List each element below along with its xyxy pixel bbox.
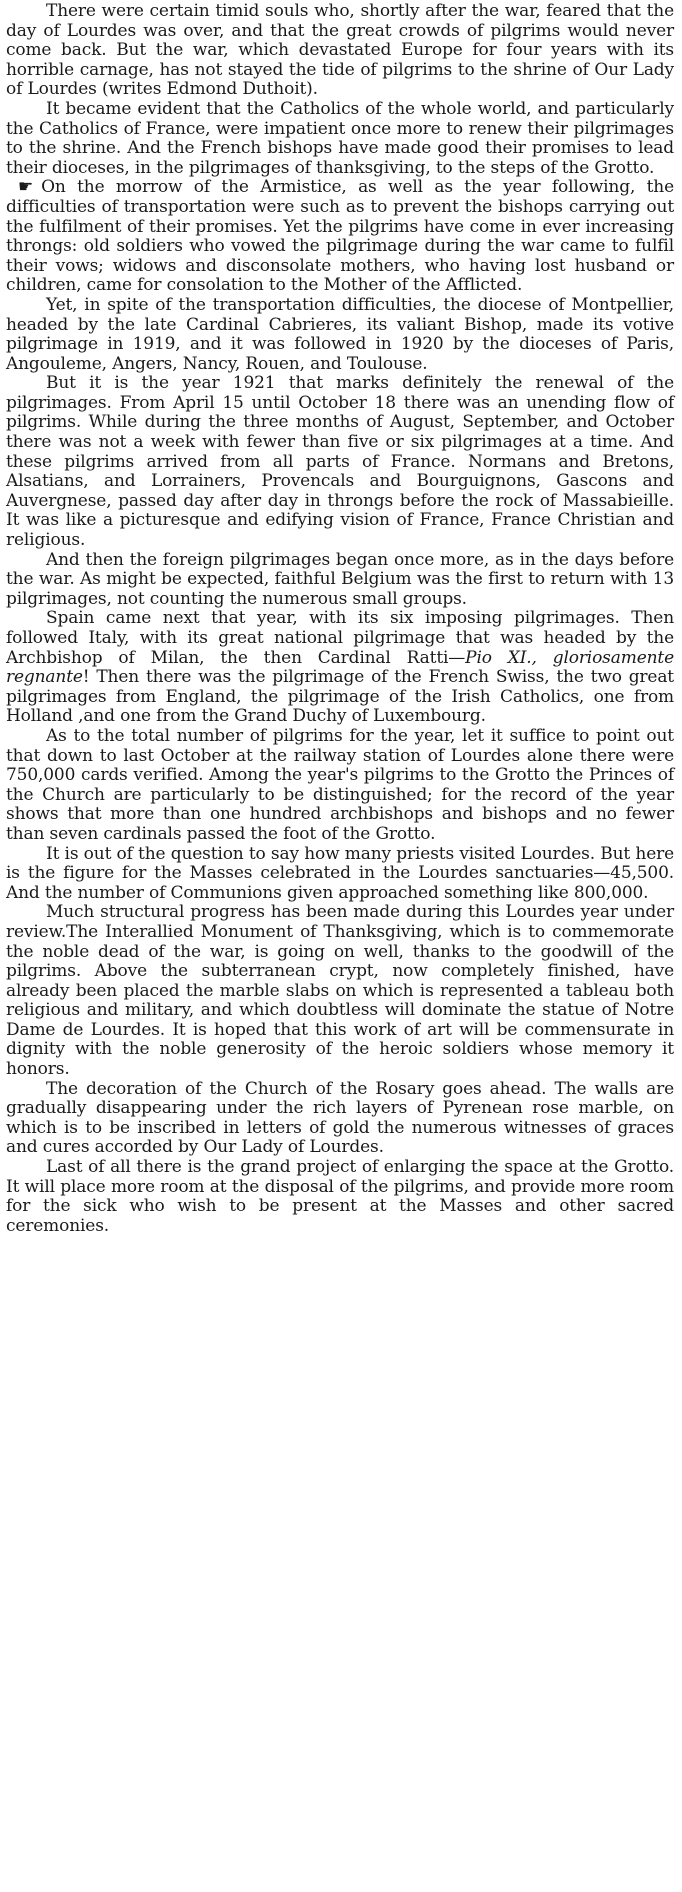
paragraph-structural-progress: Much structural progress has been made during this Lourdes year under review.The Interallied Monument of Thanksgiving, which is to commemorate the noble dead of the war, is going on well, thanks to the goodwill of the pilgrims. Above the subterranean crypt, now completely finished, have already been placed the marble slabs on which is represented a tableau both religious and military, and which doubtless will dominate the statue of Notre Dame de Lourdes. It is hoped that this work of art will be commensurate in dignity with the noble generosity of the heroic soldiers whose memory it honors. bbox=[6, 902, 674, 1080]
article-column bbox=[6, 2, 674, 1236]
spain-text-start: Spain came next that year, with its six imposing pilgrimages. Then followed Italy, with its great national pilgrimage that was headed by the Archbishop of Milan, the then Cardinal Ratti— bbox=[6, 608, 674, 668]
paragraph-year-1921: But it is the year 1921 that marks definitely the renewal of the pilgrimages. From April 15 until October 18 there was an unending flow of pilgrims. While during the three months of August, September, and October there was not a week with fewer than five or six pilgrimages at a time. And these pilgrims arrived from all parts of France. Normans and Bretons, Alsatians, and Lorrainers, Provencals and Bourguignons, Gascons and Auvergnese, passed day after day in throngs before the rock of Massabieille. It was like a picturesque and edifying vision of France, France Christian and religious. bbox=[6, 373, 674, 551]
paragraph-armistice bbox=[6, 178, 674, 296]
paragraph-total-pilgrims: As to the total number of pilgrims for the year, let it suffice to point out that down to last October at the railway station of Lourdes alone there were 750,000 cards verified. Among the year's pilgrims to the Grotto the Princes of the Church are particularly to be distinguished; for the record of the year shows that more than one hundred archbishops and bishops and no fewer than seven cardinals passed the foot of the Grotto. bbox=[6, 725, 674, 844]
paragraph-armistice-text: On the morrow of the Armistice, as well as the year following, the difficulties of transportation were such as to prevent the bishops carrying out the fulfilment of their promises. Yet the pilgrims have come in ever increasing throngs: old soldiers who vowed the pilgrimage during the war came to fulfil their vows; widows and disconsolate mothers, who having lost husband or children, came for consolation to the Mother of the Afflicted. bbox=[6, 177, 674, 296]
paragraph-priests-masses: It is out of the question to say how many priests visited Lourdes. But here is the figure for the Masses celebrated in the Lourdes sanctuaries—45,500. And the number of Communions given approached something like 800,000. bbox=[6, 843, 674, 903]
paragraph-montpellier: Yet, in spite of the transportation difficulties, the diocese of Montpellier, headed by the late Cardinal Cabrieres, its valiant Bishop, made its votive pilgrimage in 1919, and it was followed in 1920 by the dioceses of Paris, Angouleme, Angers, Nancy, Rouen, and Toulouse. bbox=[6, 294, 674, 374]
paragraph-church-rosary: The decoration of the Church of the Rosary goes ahead. The walls are gradually disappearing under the rich layers of Pyrenean rose marble, on which is to be inscribed in letters of gold the numerous witnesses of graces and cures accorded by Our Lady of Lourdes. bbox=[6, 1078, 674, 1158]
paragraph-spain-italy bbox=[6, 609, 674, 727]
spain-text-italic: Pio XI., gloriosamente regnante bbox=[6, 647, 674, 688]
paragraph-foreign-pilgrimages: And then the foreign pilgrimages began once more, as in the days before the war. As might be expected, faithful Belgium was the first to return with 13 pilgrimages, not counting the numerous small groups. bbox=[6, 549, 674, 609]
paragraph-catholics-evident: It became evident that the Catholics of the whole world, and particularly the Catholics of France, were impatient once more to renew their pilgrimages to the shrine. And the French bishops have made good their promises to lead their dioceses, in the pilgrimages of thanksgiving, to the steps of the Grotto. bbox=[6, 98, 674, 178]
pointing-hand-icon: ☛ bbox=[18, 177, 34, 198]
paragraph-timid-souls: There were certain timid souls who, shortly after the war, feared that the day of Lourdes was over, and that the great crowds of pilgrims would never come back. But the war, which devastated Europe for four years with its horrible carnage, has not stayed the tide of pilgrims to the shrine of Our Lady of Lourdes (writes Edmond Duthoit). bbox=[6, 1, 674, 100]
spain-text-end: ! Then there was the pilgrimage of the French Swiss, the two great pilgrimages from England, the pilgrimage of the Irish Catholics, one from Holland ,and one from the Grand Duchy of Luxembourg. bbox=[6, 667, 674, 727]
paragraph-grotto-project: Last of all there is the grand project of enlarging the space at the Grotto. It will place more room at the disposal of the pilgrims, and provide more room for the sick who wish to be present at the Masses and other sacred ceremonies. bbox=[6, 1157, 674, 1236]
